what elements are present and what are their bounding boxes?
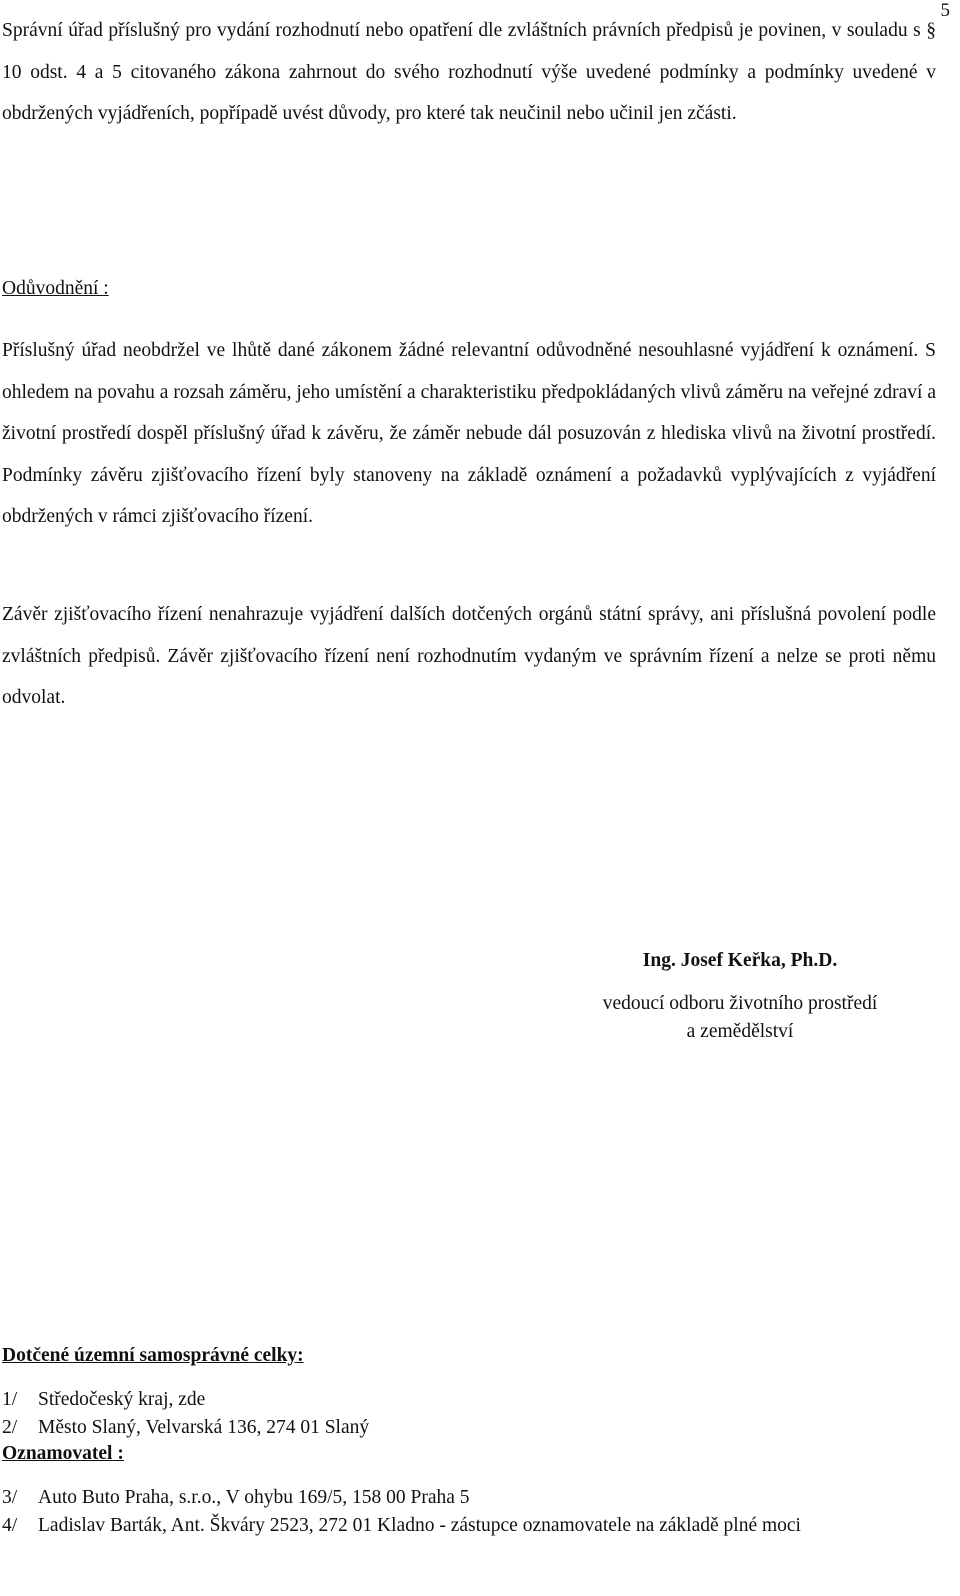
list-item-number: 4/ (2, 1515, 18, 1536)
paragraph-conditions: Správní úřad příslušný pro vydání rozhodnutí nebo opatření dle zvláštních právních předpisů je povinen, v souladu s § 10 odst. 4 a 5 citovaného zákona zahrnout do svého rozhodnutí výše uvedené podmínky a podmínky uvedené v obdržených vyjádřeních, popřípadě uvést důvody, pro které tak neučinil nebo učinil jen zčásti. (2, 20, 936, 124)
list-item (2, 1484, 936, 1512)
dotcene-celky-list (2, 1386, 936, 1442)
dotcene-celky-heading: Dotčené územní samosprávné celky: (2, 1345, 304, 1366)
signatory-role-line-1: vedoucí odboru životního prostředí (602, 993, 878, 1014)
oduvodneni-heading: Odůvodnění : (2, 278, 109, 299)
oznamovatel-heading: Oznamovatel : (2, 1443, 124, 1464)
list-item (2, 1414, 936, 1442)
signatory-name: Ing. Josef Keřka, Ph.D. (642, 950, 838, 971)
list-item (2, 1512, 936, 1540)
paragraph-reasoning: Příslušný úřad neobdržel ve lhůtě dané zákonem žádné relevantní odůvodněné nesouhlasné vyjádření k oznámení. S ohledem na povahu a rozsah záměru, jeho umístění a charakteristiku předpokládaných vlivů záměru na veřejné zdraví a životní prostředí dospěl příslušný úřad k závěru, že záměr nebude dál posuzován z hlediska vlivů na životní prostředí. Podmínky závěru zjišťovacího řízení byly stanoveny na základě oznámení a požadavků vyplývajících z vyjádření obdržených v rámci zjišťovacího řízení. (2, 340, 936, 527)
list-item-text: Auto Buto Praha, s.r.o., V ohybu 169/5, 158 00 Praha 5 (38, 1487, 470, 1508)
oznamovatel-list (2, 1484, 936, 1540)
list-item-text: Ladislav Barták, Ant. Škváry 2523, 272 01 Kladno - zástupce oznamovatele na základě plné moci (38, 1515, 801, 1536)
list-item-number: 1/ (2, 1389, 18, 1410)
list-item-text: Město Slaný, Velvarská 136, 274 01 Slaný (38, 1417, 370, 1438)
list-item-number: 3/ (2, 1487, 18, 1508)
signatory-role (540, 990, 940, 1046)
page-number: 5 (940, 0, 950, 21)
paragraph-conclusion-note: Závěr zjišťovacího řízení nenahrazuje vyjádření dalších dotčených orgánů státní správy, ani příslušná povolení podle zvláštních předpisů. Závěr zjišťovacího řízení není rozhodnutím vydaným ve správním řízení a nelze se proti němu odvolat. (2, 604, 936, 708)
list-item (2, 1386, 936, 1414)
list-item-number: 2/ (2, 1417, 18, 1438)
list-item-text: Středočeský kraj, zde (38, 1389, 206, 1410)
signatory-role-line-2: a zemědělství (686, 1021, 794, 1042)
